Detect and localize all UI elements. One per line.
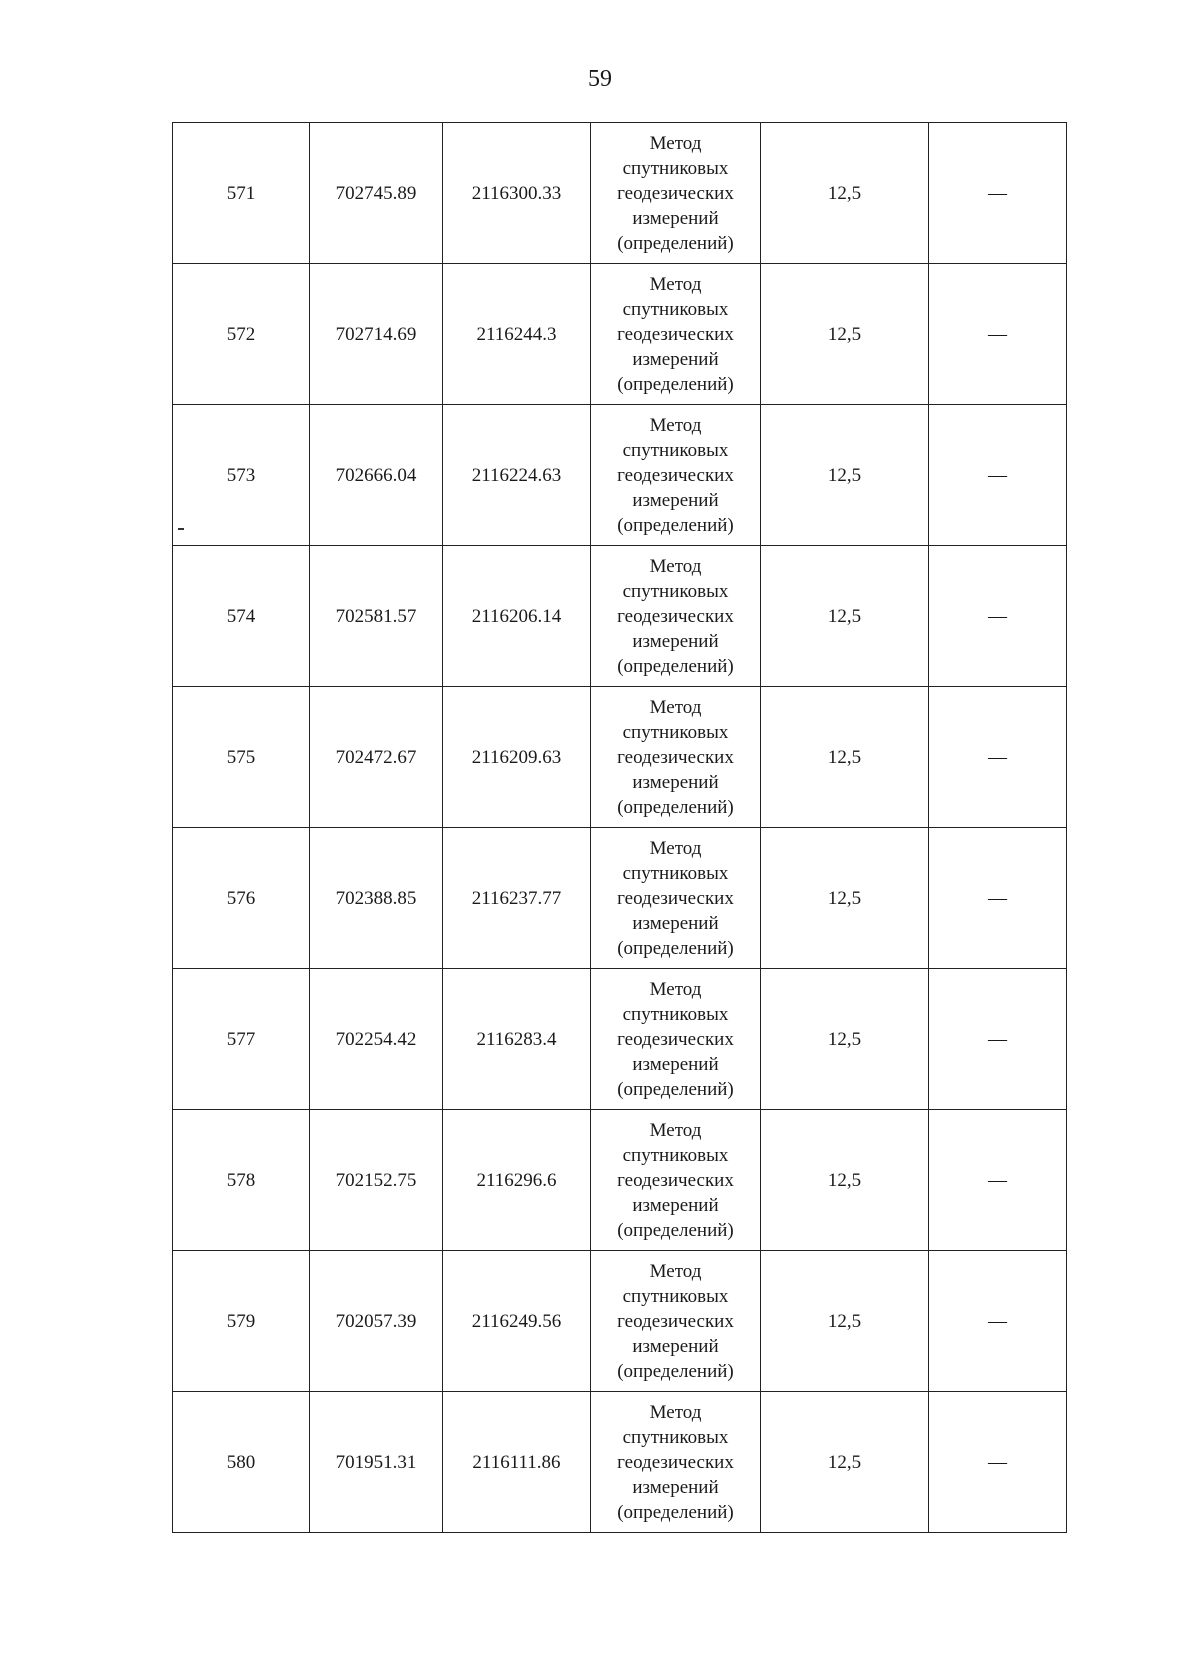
method-cell	[591, 1392, 761, 1533]
method-text-line: Метод	[649, 978, 702, 1000]
method-text-line: измерений	[632, 348, 719, 370]
method-cell	[591, 1110, 761, 1251]
method-cell	[591, 687, 761, 828]
method-text-line: спутниковых	[622, 439, 729, 461]
accuracy-cell: 12,5	[761, 546, 929, 687]
accuracy-cell: 12,5	[761, 1392, 929, 1533]
method-text-line: спутниковых	[622, 1003, 729, 1025]
method-text-line: геодезических	[617, 1028, 734, 1050]
description-cell: —	[929, 687, 1067, 828]
method-text-line: геодезических	[617, 464, 734, 486]
method-cell	[591, 969, 761, 1110]
page-number: 59	[588, 66, 612, 92]
table-row	[173, 1251, 1067, 1392]
method-text-line: измерений	[632, 771, 719, 793]
x-coordinate-cell: 702254.42	[310, 969, 443, 1110]
method-text-line: измерений	[632, 489, 719, 511]
point-number-cell: 575	[173, 687, 310, 828]
method-text-line: Метод	[649, 273, 702, 295]
point-number-cell: 580	[173, 1392, 310, 1533]
method-text-line: спутниковых	[622, 580, 729, 602]
method-text-line: Метод	[649, 1260, 702, 1282]
method-text-line: (определений)	[617, 937, 734, 959]
method-text-line: (определений)	[617, 1360, 734, 1382]
description-cell: —	[929, 546, 1067, 687]
point-number-cell: 577	[173, 969, 310, 1110]
x-coordinate-cell: 702388.85	[310, 828, 443, 969]
method-text-line: геодезических	[617, 323, 734, 345]
method-text-line: измерений	[632, 1335, 719, 1357]
y-coordinate-cell: 2116224.63	[443, 405, 591, 546]
method-text-line: Метод	[649, 1401, 702, 1423]
y-coordinate-cell: 2116300.33	[443, 123, 591, 264]
method-text-line: Метод	[649, 132, 702, 154]
method-text-line: спутниковых	[622, 721, 729, 743]
accuracy-cell: 12,5	[761, 264, 929, 405]
description-cell: —	[929, 405, 1067, 546]
description-cell: —	[929, 828, 1067, 969]
method-text-line: геодезических	[617, 605, 734, 627]
method-cell	[591, 546, 761, 687]
y-coordinate-cell: 2116237.77	[443, 828, 591, 969]
method-cell	[591, 1251, 761, 1392]
description-cell: —	[929, 969, 1067, 1110]
description-cell: —	[929, 264, 1067, 405]
method-text-line: геодезических	[617, 1451, 734, 1473]
point-number-cell: 573	[173, 405, 310, 546]
description-cell: —	[929, 1392, 1067, 1533]
method-text-line: (определений)	[617, 373, 734, 395]
x-coordinate-cell: 702714.69	[310, 264, 443, 405]
y-coordinate-cell: 2116206.14	[443, 546, 591, 687]
accuracy-cell: 12,5	[761, 828, 929, 969]
accuracy-cell: 12,5	[761, 405, 929, 546]
method-text-line: Метод	[649, 696, 702, 718]
accuracy-cell: 12,5	[761, 1251, 929, 1392]
method-text-line: измерений	[632, 1053, 719, 1075]
point-number-cell: 578	[173, 1110, 310, 1251]
method-text-line: спутниковых	[622, 1426, 729, 1448]
method-text-line: спутниковых	[622, 1285, 729, 1307]
table-row	[173, 1392, 1067, 1533]
method-text-line: (определений)	[617, 232, 734, 254]
table-row	[173, 969, 1067, 1110]
x-coordinate-cell: 702472.67	[310, 687, 443, 828]
point-number-cell: 579	[173, 1251, 310, 1392]
point-number-cell: 571	[173, 123, 310, 264]
accuracy-cell: 12,5	[761, 969, 929, 1110]
accuracy-cell: 12,5	[761, 1110, 929, 1251]
table-row	[173, 1110, 1067, 1251]
method-text-line: геодезических	[617, 746, 734, 768]
accuracy-cell: 12,5	[761, 687, 929, 828]
method-text-line: геодезических	[617, 1310, 734, 1332]
point-number-cell: 576	[173, 828, 310, 969]
y-coordinate-cell: 2116111.86	[443, 1392, 591, 1533]
table-row	[173, 123, 1067, 264]
method-text-line: (определений)	[617, 655, 734, 677]
description-cell: —	[929, 1110, 1067, 1251]
method-text-line: (определений)	[617, 1501, 734, 1523]
x-coordinate-cell: 702057.39	[310, 1251, 443, 1392]
method-text-line: измерений	[632, 1476, 719, 1498]
description-cell: —	[929, 123, 1067, 264]
method-text-line: измерений	[632, 630, 719, 652]
y-coordinate-cell: 2116209.63	[443, 687, 591, 828]
y-coordinate-cell: 2116249.56	[443, 1251, 591, 1392]
table-row	[173, 687, 1067, 828]
method-cell	[591, 828, 761, 969]
table-row	[173, 264, 1067, 405]
method-text-line: спутниковых	[622, 1144, 729, 1166]
table-row	[173, 546, 1067, 687]
x-coordinate-cell: 702666.04	[310, 405, 443, 546]
method-text-line: измерений	[632, 207, 719, 229]
method-text-line: измерений	[632, 1194, 719, 1216]
method-text-line: Метод	[649, 1119, 702, 1141]
x-coordinate-cell: 702745.89	[310, 123, 443, 264]
y-coordinate-cell: 2116283.4	[443, 969, 591, 1110]
method-text-line: (определений)	[617, 1078, 734, 1100]
description-cell: —	[929, 1251, 1067, 1392]
method-text-line: спутниковых	[622, 157, 729, 179]
x-coordinate-cell: 702581.57	[310, 546, 443, 687]
y-coordinate-cell: 2116244.3	[443, 264, 591, 405]
x-coordinate-cell: 701951.31	[310, 1392, 443, 1533]
method-text-line: (определений)	[617, 1219, 734, 1241]
method-text-line: геодезических	[617, 182, 734, 204]
method-text-line: Метод	[649, 837, 702, 859]
table-row	[173, 828, 1067, 969]
method-text-line: (определений)	[617, 514, 734, 536]
method-text-line: геодезических	[617, 1169, 734, 1191]
x-coordinate-cell: 702152.75	[310, 1110, 443, 1251]
method-text-line: измерений	[632, 912, 719, 934]
y-coordinate-cell: 2116296.6	[443, 1110, 591, 1251]
method-cell	[591, 264, 761, 405]
method-text-line: Метод	[649, 555, 702, 577]
method-cell	[591, 405, 761, 546]
method-text-line: спутниковых	[622, 862, 729, 884]
point-number-cell: 572	[173, 264, 310, 405]
method-text-line: (определений)	[617, 796, 734, 818]
table-body	[173, 123, 1067, 1533]
method-cell	[591, 123, 761, 264]
point-number-cell: 574	[173, 546, 310, 687]
accuracy-cell: 12,5	[761, 123, 929, 264]
method-text-line: Метод	[649, 414, 702, 436]
method-text-line: спутниковых	[622, 298, 729, 320]
coordinates-table	[172, 122, 1067, 1533]
table-row	[173, 405, 1067, 546]
scan-artifact-mark	[178, 528, 184, 530]
method-text-line: геодезических	[617, 887, 734, 909]
